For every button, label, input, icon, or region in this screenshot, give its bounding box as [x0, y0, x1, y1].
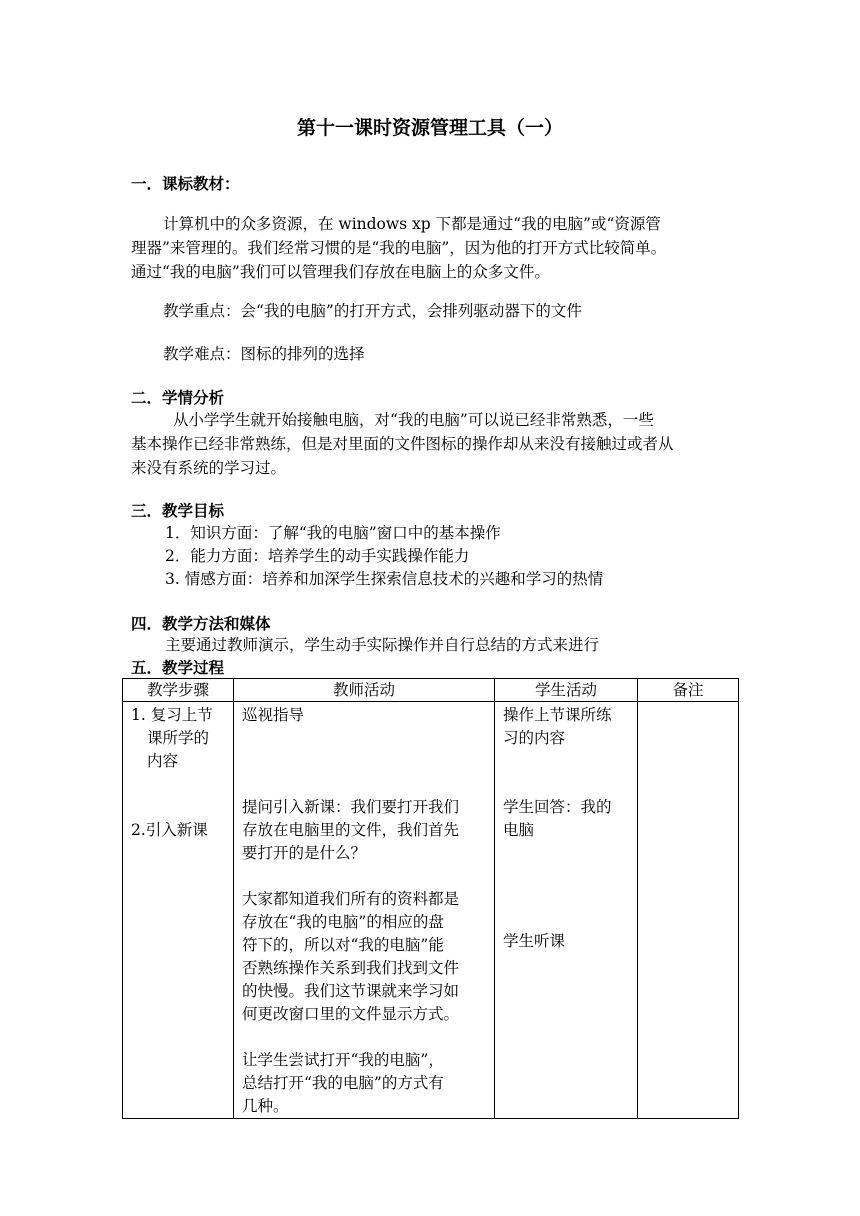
student-text: 电脑: [503, 821, 535, 839]
teacher-text: 要打开的是什么？: [242, 844, 367, 862]
column-header-notes: 备注: [638, 679, 739, 702]
steps-cell: [123, 702, 234, 1119]
objective-item: 3. 情感方面：培养和加深学生探索信息技术的兴趣和学习的热情: [165, 570, 604, 588]
paragraph-line: 通过“我的电脑”我们可以管理我们存放在电脑上的众多文件。: [131, 263, 550, 281]
document-title: 第十一课时资源管理工具（一）: [296, 117, 563, 139]
step-text: 1. 复习上节: [131, 706, 213, 724]
student-text: 操作上节课所练: [503, 706, 612, 724]
teacher-text: 巡视指导: [242, 706, 305, 724]
table-header-row: [123, 679, 739, 702]
teacher-text: 存放在电脑里的文件，我们首先: [242, 821, 460, 839]
teacher-text: 提问引入新课：我们要打开我们: [242, 798, 460, 816]
teacher-text: 总结打开“我的电脑”的方式有: [242, 1074, 444, 1092]
section-heading-curriculum: 一．课标教材：: [131, 175, 240, 193]
key-point-text: 教学重点：会“我的电脑”的打开方式，会排列驱动器下的文件: [163, 302, 582, 320]
column-header-steps: 教学步骤: [123, 679, 234, 702]
step-text: 2.引入新课: [131, 821, 208, 839]
step-text: 课所学的: [147, 729, 210, 747]
paragraph-line: 从小学学生就开始接触电脑，对“我的电脑”可以说已经非常熟悉，一些: [173, 411, 654, 429]
teacher-text: 让学生尝试打开“我的电脑”，: [242, 1051, 444, 1069]
table-row: [123, 702, 739, 1119]
student-text: 学生回答：我的: [503, 798, 612, 816]
paragraph-line: 计算机中的众多资源，在 windows xp 下都是通过“我的电脑”或“资源管: [163, 215, 661, 233]
column-header-teacher: 教师活动: [234, 679, 495, 702]
paragraph-line: 来没有系统的学习过。: [131, 459, 287, 477]
section-heading-process: 五．教学过程: [131, 659, 225, 677]
methods-text: 主要通过教师演示，学生动手实际操作并自行总结的方式来进行: [165, 636, 600, 654]
teacher-text: 的快慢。我们这节课就来学习如: [242, 982, 460, 1000]
paragraph-line: 基本操作已经非常熟练，但是对里面的文件图标的操作却从来没有接触过或者从: [131, 435, 674, 453]
section-heading-methods: 四．教学方法和媒体: [131, 615, 271, 633]
difficulty-text: 教学难点：图标的排列的选择: [163, 345, 365, 363]
paragraph-line: 理器”来管理的。我们经常习惯的是“我的电脑”，因为他的打开方式比较简单。: [131, 239, 667, 257]
objective-item: 1．知识方面：了解“我的电脑”窗口中的基本操作: [165, 524, 501, 542]
section-heading-analysis: 二．学情分析: [131, 389, 225, 407]
teaching-process-table: [122, 678, 739, 1119]
student-activity-cell: [495, 702, 638, 1119]
teacher-text: 何更改窗口里的文件显示方式。: [242, 1005, 460, 1023]
teacher-text: 否熟练操作关系到我们找到文件: [242, 959, 460, 977]
student-text: 学生听课: [503, 932, 566, 950]
notes-cell: [638, 702, 739, 1119]
teacher-text: 存放在“我的电脑”的相应的盘: [242, 913, 444, 931]
student-text: 习的内容: [503, 729, 566, 747]
teacher-activity-cell: [234, 702, 495, 1119]
teacher-text: 大家都知道我们所有的资料都是: [242, 890, 460, 908]
section-heading-objectives: 三．教学目标: [131, 502, 225, 520]
teacher-text: 符下的，所以对“我的电脑”能: [242, 936, 444, 954]
objective-item: 2．能力方面：培养学生的动手实践操作能力: [165, 547, 470, 565]
column-header-student: 学生活动: [495, 679, 638, 702]
teacher-text: 几种。: [242, 1097, 289, 1115]
step-text: 内容: [147, 752, 179, 770]
